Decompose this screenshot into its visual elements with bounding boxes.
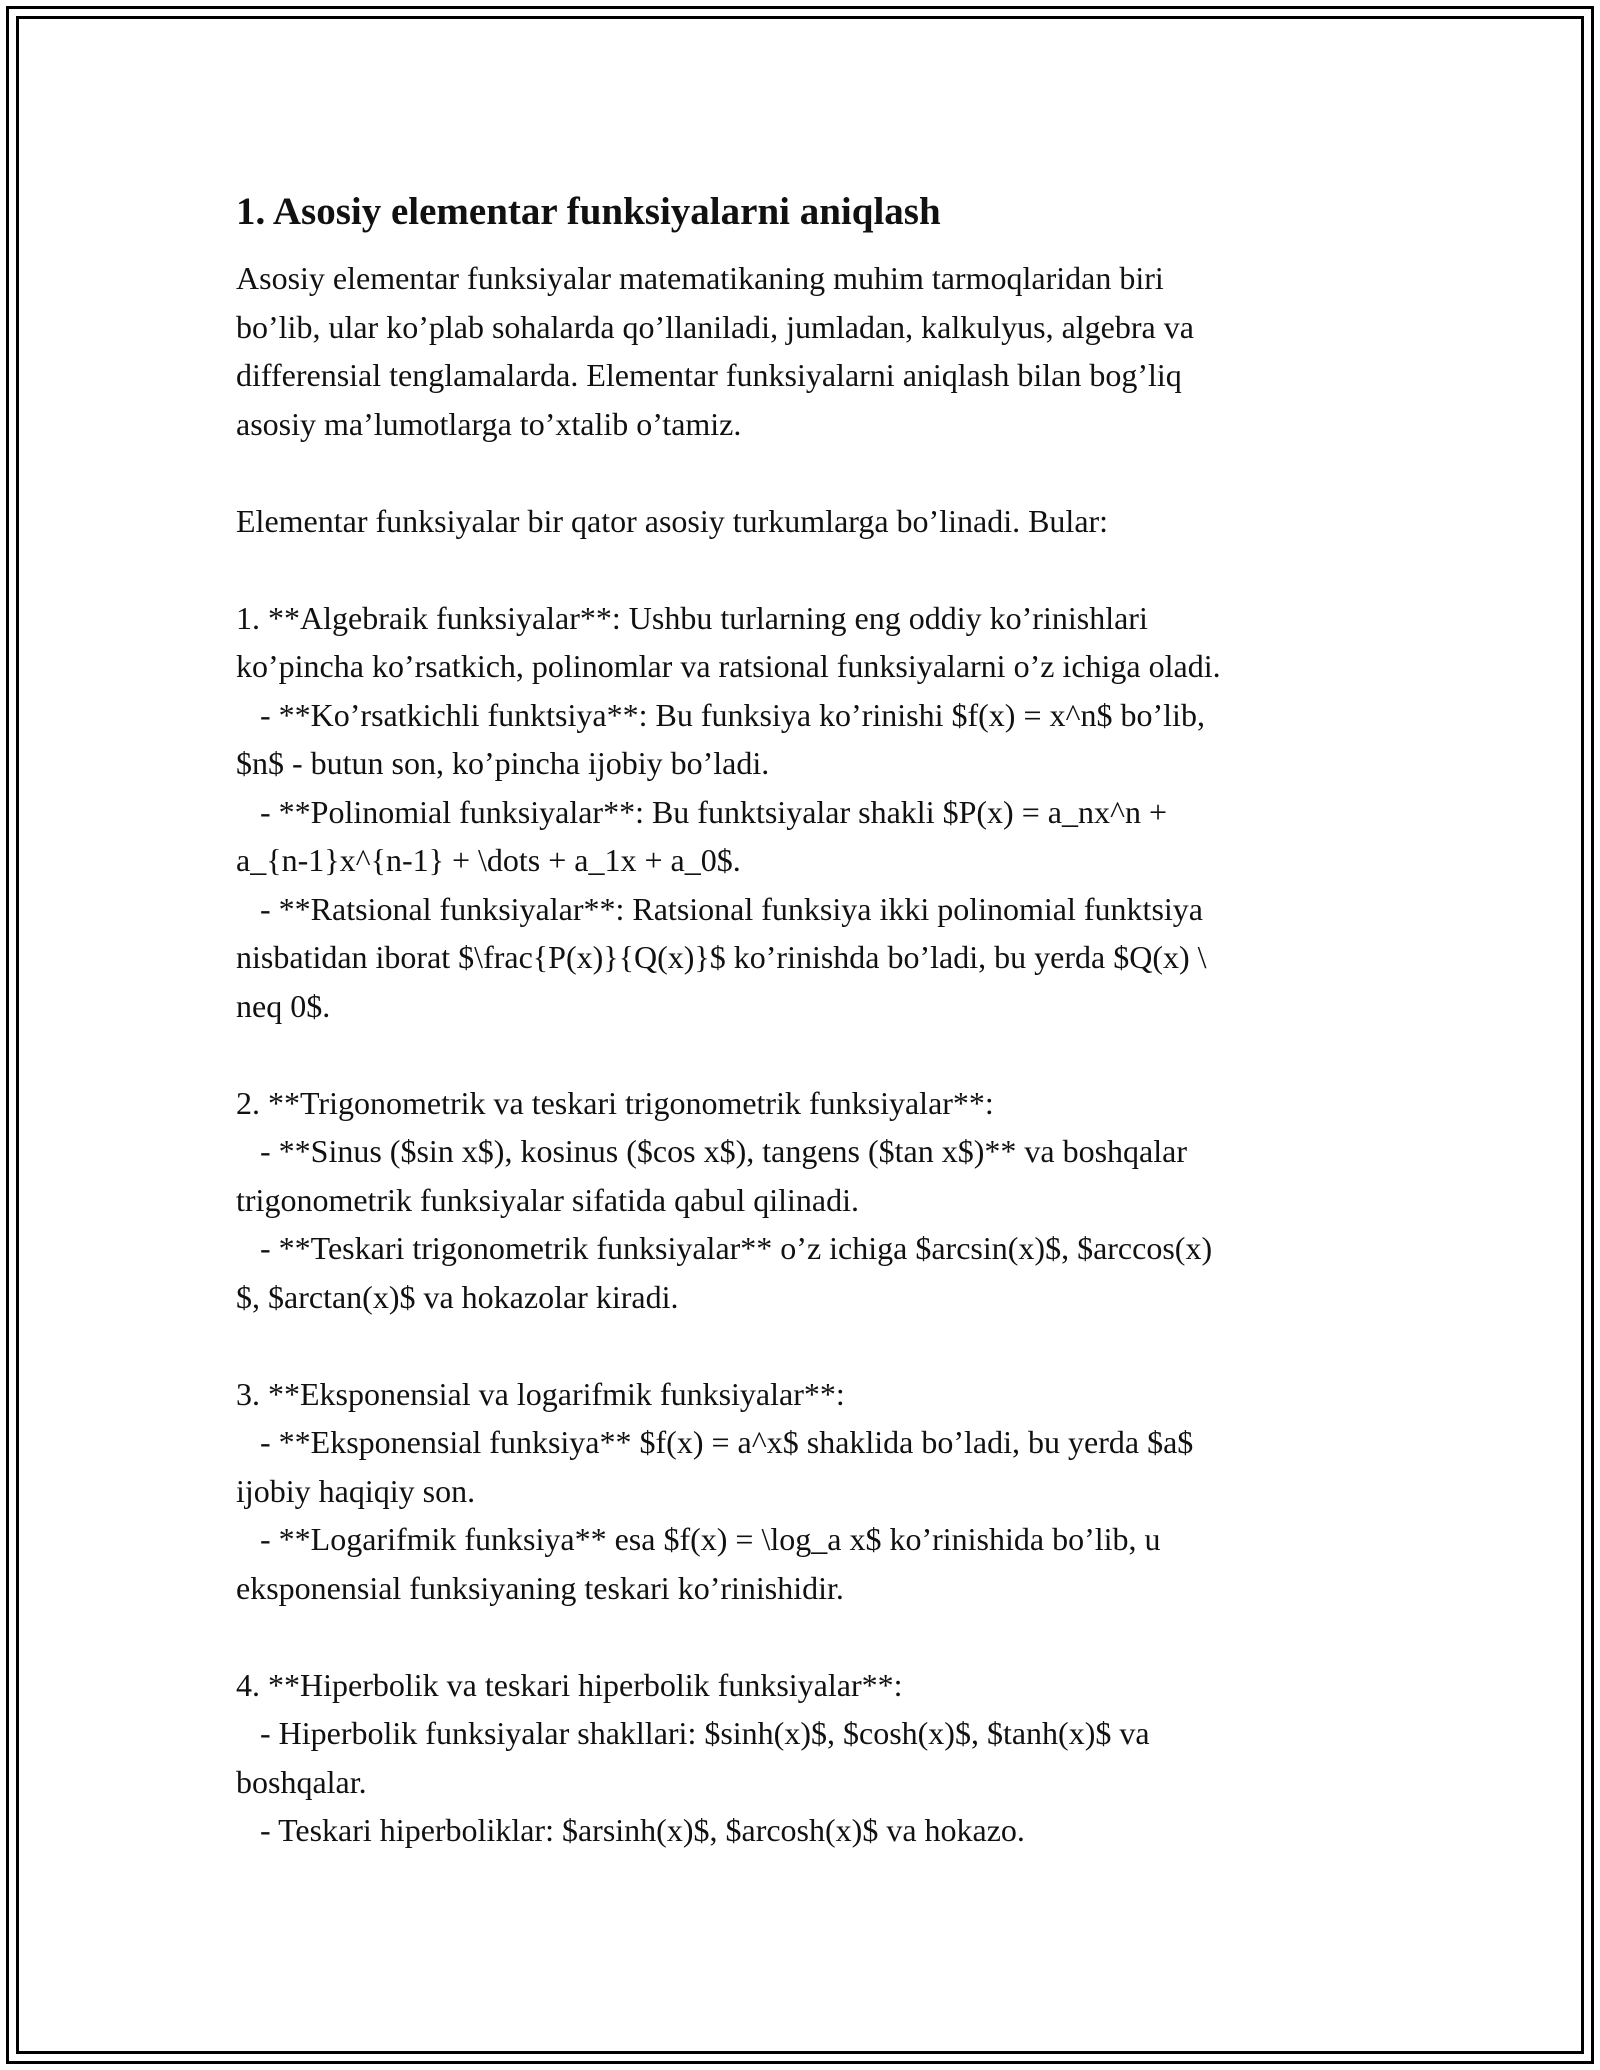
text-line: - **Sinus ($sin x$), kosinus ($cos x$), tangens ($tan x$)** va boshqalar xyxy=(236,1133,1187,1169)
text-line: - **Teskari trigonometrik funksiyalar** o’z ichiga $arcsin(x)$, $arccos(x) xyxy=(236,1230,1213,1266)
text-line: - Hiperbolik funksiyalar shakllari: $sinh(x)$, $cosh(x)$, $tanh(x)$ va xyxy=(236,1715,1150,1751)
section-heading: 1. Asosiy elementar funksiyalarni aniqlash xyxy=(236,190,941,233)
text-line: 1. **Algebraik funksiyalar**: Ushbu turlarning eng oddiy ko’rinishlari xyxy=(236,599,1148,636)
text-line: $, $arctan(x)$ va hokazolar kiradi. xyxy=(236,1278,679,1315)
text-line: - **Ratsional funksiyalar**: Ratsional funksiya ikki polinomial funktsiya xyxy=(236,890,1203,927)
text-line: Asosiy elementar funksiyalar matematikaning muhim tarmoqlaridan biri xyxy=(236,260,1164,296)
text-line: ko’pincha ko’rsatkich, polinomlar va ratsional funksiyalarni o’z ichiga oladi. xyxy=(236,648,1221,684)
text-line: - **Ko’rsatkichli funktsiya**: Bu funksiya ko’rinishi $f(x) = x^n$ bo’lib, xyxy=(236,696,1205,733)
text-line: Elementar funksiyalar bir qator asosiy turkumlarga bo’linadi. Bular: xyxy=(236,502,1109,539)
text-line: trigonometrik funksiyalar sifatida qabul qilinadi. xyxy=(236,1181,859,1218)
text-line: - **Eksponensial funksiya** $f(x) = a^x$ shaklida bo’ladi, bu yerda $a$ xyxy=(236,1424,1194,1460)
text-line: - Teskari hiperboliklar: $arsinh(x)$, $arcosh(x)$ va hokazo. xyxy=(236,1812,1025,1848)
text-line: - **Logarifmik funksiya** esa $f(x) = \log_a x$ ko’rinishida bo’lib, u xyxy=(236,1521,1161,1557)
text-line: ijobiy haqiqiy son. xyxy=(236,1472,476,1509)
text-line: $n$ - butun son, ko’pincha ijobiy bo’ladi. xyxy=(236,745,770,781)
text-line: differensial tenglamalarda. Elementar funksiyalarni aniqlash bilan bog’liq xyxy=(236,357,1182,393)
paragraph-gap xyxy=(236,1321,1386,1370)
text-line: boshqalar. xyxy=(236,1763,367,1800)
document-body xyxy=(236,186,1386,1855)
text-line: a_{n-1}x^{n-1} + \dots + a_1x + a_0$. xyxy=(236,842,741,878)
text-line: 2. **Trigonometrik va teskari trigonometrik funksiyalar**: xyxy=(236,1084,994,1121)
text-line: neq 0$. xyxy=(236,987,331,1024)
text-line: eksponensial funksiyaning teskari ko’rinishidir. xyxy=(236,1569,844,1606)
paragraph-gap xyxy=(236,545,1386,594)
text-line: 4. **Hiperbolik va teskari hiperbolik funksiyalar**: xyxy=(236,1666,903,1703)
text-line: nisbatidan iborat $\frac{P(x)}{Q(x)}$ ko’rinishda bo’ladi, bu yerda $Q(x) \ xyxy=(236,939,1207,975)
paragraph-gap xyxy=(236,1612,1386,1661)
text-line: asosiy ma’lumotlarga to’xtalib o’tamiz. xyxy=(236,405,742,442)
text-line: bo’lib, ular ko’plab sohalarda qo’llaniladi, jumladan, kalkulyus, algebra va xyxy=(236,308,1194,345)
paragraph-gap xyxy=(236,1030,1386,1079)
text-line: - **Polinomial funksiyalar**: Bu funktsiyalar shakli $P(x) = a_nx^n + xyxy=(236,793,1167,830)
paragraph-gap xyxy=(236,448,1386,497)
text-line: 3. **Eksponensial va logarifmik funksiyalar**: xyxy=(236,1375,845,1412)
